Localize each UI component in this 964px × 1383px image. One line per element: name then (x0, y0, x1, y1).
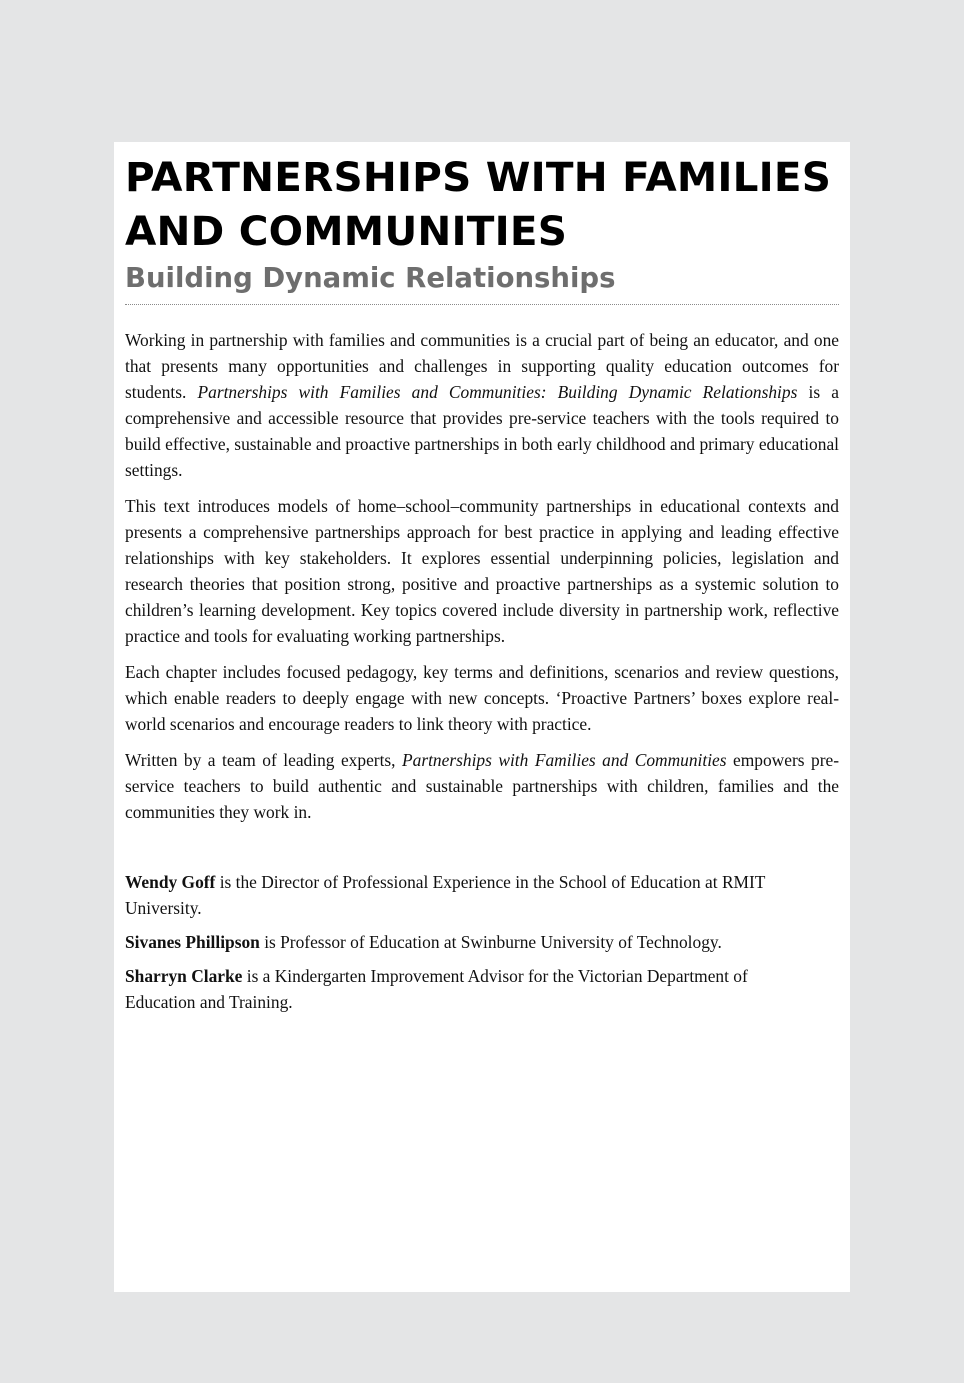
author-name: Sivanes Phillipson (125, 932, 260, 952)
p4-text-a: Written by a team of leading experts, (125, 750, 403, 770)
dotted-divider (125, 304, 839, 305)
blurb (125, 327, 839, 825)
p4-book-title: Partnerships with Families and Communities (402, 750, 727, 770)
author-bio-text: is Professor of Education at Swinburne University of Technology. (259, 932, 722, 952)
page-content (125, 150, 839, 1023)
page (114, 142, 850, 1292)
author-bio (125, 929, 815, 955)
title-line-1: PARTNERSHIPS WITH FAMILIES (125, 153, 832, 201)
author-bio-text: is the Director of Professional Experience in the School of Education at RMIT University. (125, 872, 766, 918)
book-subtitle: Building Dynamic Relationships (125, 262, 616, 294)
blurb-paragraph-1 (125, 327, 839, 483)
title-line-2: AND COMMUNITIES (125, 207, 568, 255)
author-bio (125, 963, 815, 1015)
p1-book-title: Partnerships with Families and Communities: Building Dynamic Relationships (197, 382, 798, 402)
blurb-paragraph-4 (125, 747, 839, 825)
p1-text-b: is a comprehensive and accessible resource that provides pre-service teachers with the tools required to build effective, sustainable and proactive partnerships in both early childhood and primary educational settings. (125, 382, 839, 480)
p4-text-b: empowers pre-service teachers to build authentic and sustainable partnerships with children, families and the communities they work in. (125, 750, 840, 822)
book-title (125, 150, 839, 258)
author-bios (125, 869, 839, 1015)
author-bio-text: is a Kindergarten Improvement Advisor for the Victorian Department of Education and Training. (125, 966, 748, 1012)
blurb-paragraph-2: This text introduces models of home–school–community partnerships in educational contexts and presents a comprehensive partnerships approach for best practice in applying and leading effective relationships with key stakeholders. It explores essential underpinning policies, legislation and research theories that position strong, positive and proactive partnerships as a systemic solution to children’s learning development. Key topics covered include diversity in partnership work, reflective practice and tools for evaluating working partnerships. (125, 496, 839, 646)
blurb-paragraph-3: Each chapter includes focused pedagogy, key terms and definitions, scenarios and review questions, which enable readers to deeply engage with new concepts. ‘Proactive Partners’ boxes explore real-world scenarios and encourage readers to link theory with practice. (125, 662, 839, 734)
author-name: Sharryn Clarke (125, 966, 243, 986)
p1-text-a: Working in partnership with families and communities is a crucial part of being an educator, and one that presents many opportunities and challenges in supporting quality education outcomes for students. (125, 330, 839, 402)
author-name: Wendy Goff (125, 872, 216, 892)
author-bio (125, 869, 815, 921)
